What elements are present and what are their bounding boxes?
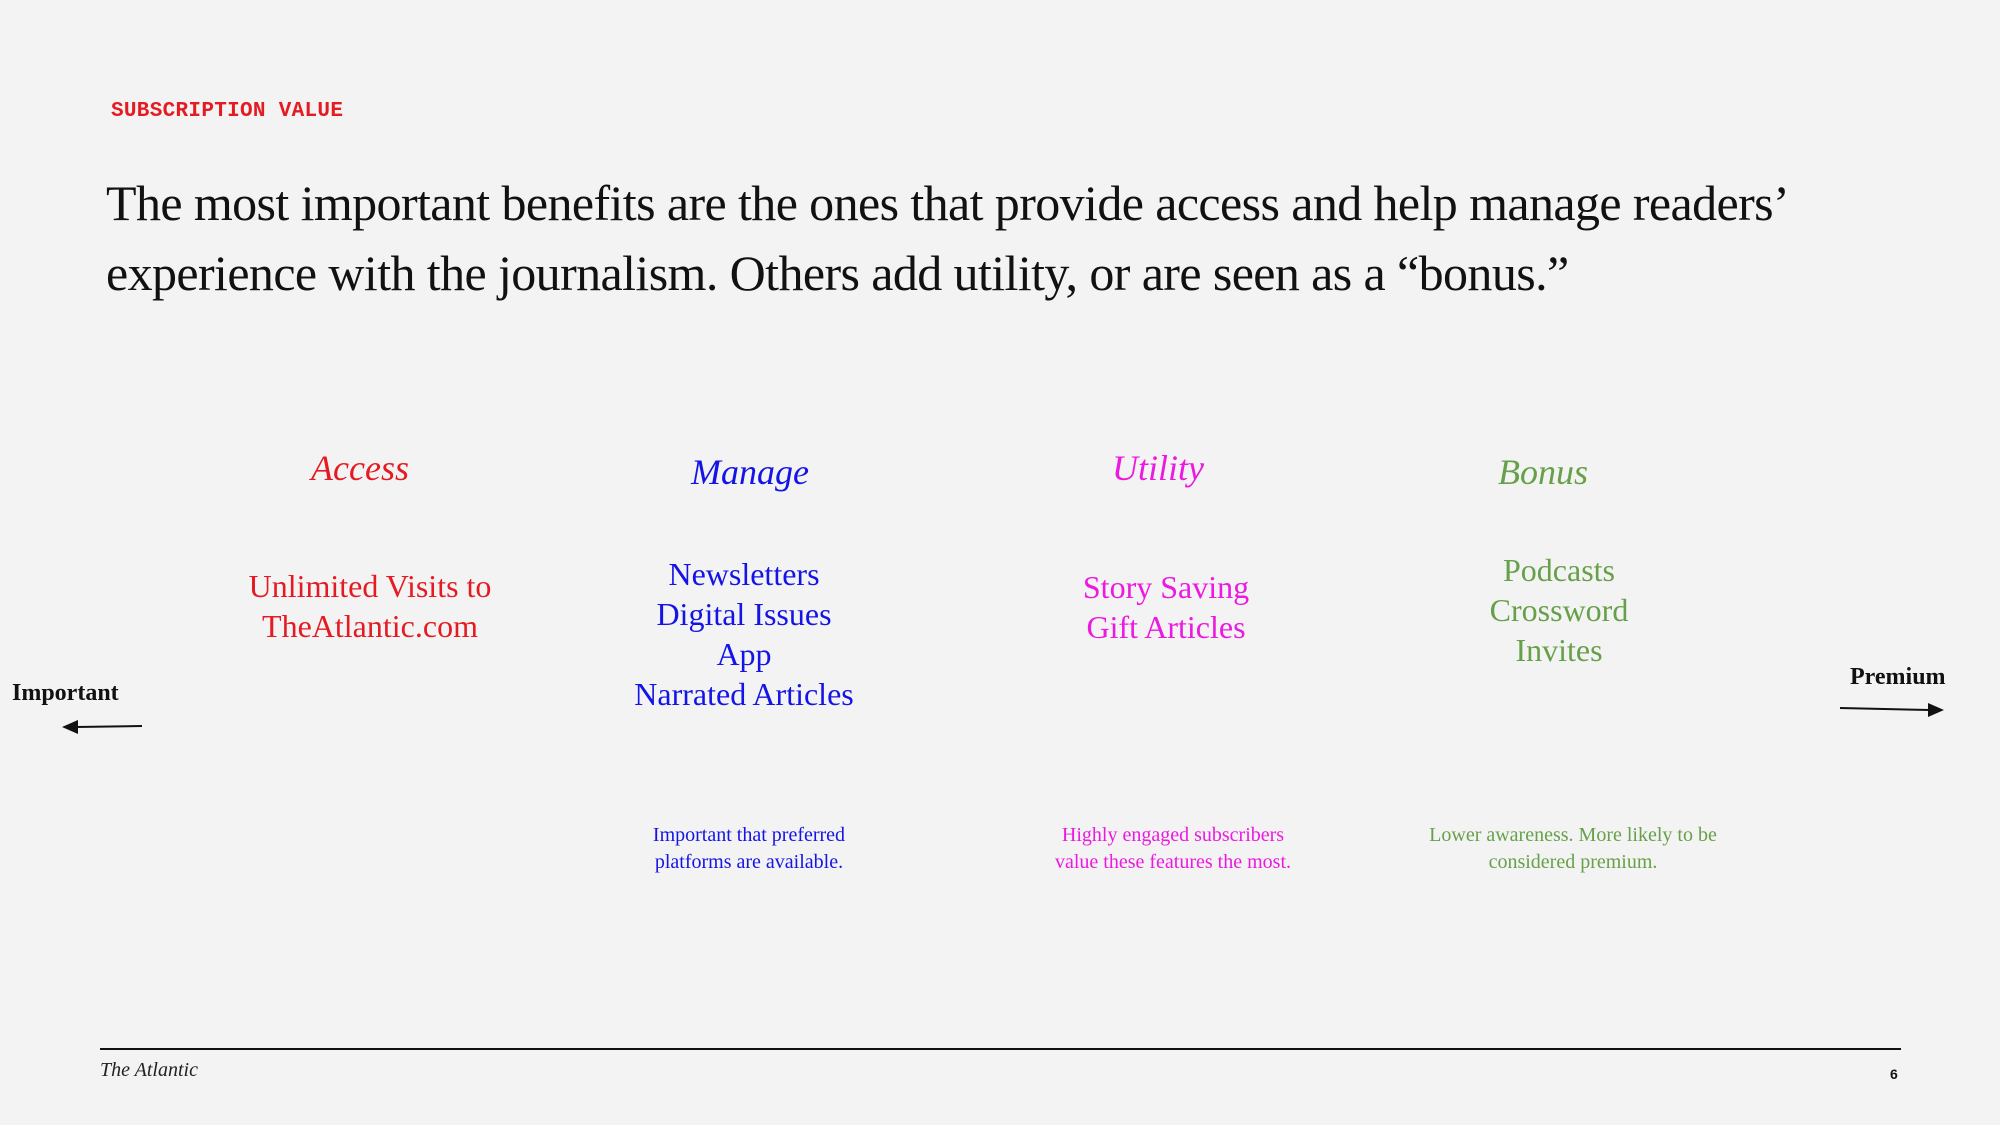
category-note-bonus — [1429, 822, 1717, 876]
category-title-manage: Manage — [691, 452, 809, 492]
category-items-manage — [634, 554, 853, 714]
list-item: TheAtlantic.com — [262, 608, 478, 644]
category-items-access — [249, 566, 492, 646]
axis-label-premium: Premium — [1850, 664, 1946, 690]
list-item: Digital Issues — [656, 596, 832, 632]
category-note-utility — [1055, 822, 1291, 876]
category-items-utility — [1083, 567, 1249, 647]
list-item: Crossword — [1489, 592, 1629, 628]
list-item: Unlimited Visits to — [248, 568, 492, 604]
note-line: Lower awareness. More likely to be — [1429, 824, 1717, 846]
section-kicker: SUBSCRIPTION VALUE — [111, 100, 344, 123]
page-number: 6 — [1890, 1066, 1898, 1082]
list-item: Narrated Articles — [634, 676, 854, 712]
brand-logo: The Atlantic — [100, 1059, 198, 1081]
category-title-access: Access — [311, 448, 409, 488]
note-line: Highly engaged subscribers — [1061, 824, 1285, 846]
list-item: Story Saving — [1082, 569, 1250, 605]
category-title-utility: Utility — [1112, 448, 1204, 488]
note-line: considered premium. — [1488, 851, 1658, 873]
category-title-bonus: Bonus — [1498, 452, 1588, 492]
category-note-manage — [653, 822, 845, 876]
list-item: Invites — [1515, 632, 1603, 668]
list-item: Gift Articles — [1086, 609, 1246, 645]
headline-line-1: The most important benefits are the ones that provide access and help manage readers’ — [106, 175, 1790, 231]
list-item: Podcasts — [1502, 552, 1615, 588]
axis-label-important: Important — [12, 680, 119, 706]
note-line: Important that preferred — [652, 824, 846, 846]
category-items-bonus — [1490, 550, 1629, 670]
list-item: Newsletters — [668, 556, 820, 592]
note-line: platforms are available. — [654, 851, 844, 873]
list-item: App — [716, 636, 772, 672]
footer-divider — [100, 1048, 1901, 1050]
headline-line-2: experience with the journalism. Others add utility, or are seen as a “bonus.” — [106, 245, 1569, 301]
note-line: value these features the most. — [1054, 851, 1292, 873]
arrow-right-icon — [1838, 698, 1946, 720]
page-headline — [106, 168, 1926, 308]
arrow-left-icon — [60, 716, 144, 738]
